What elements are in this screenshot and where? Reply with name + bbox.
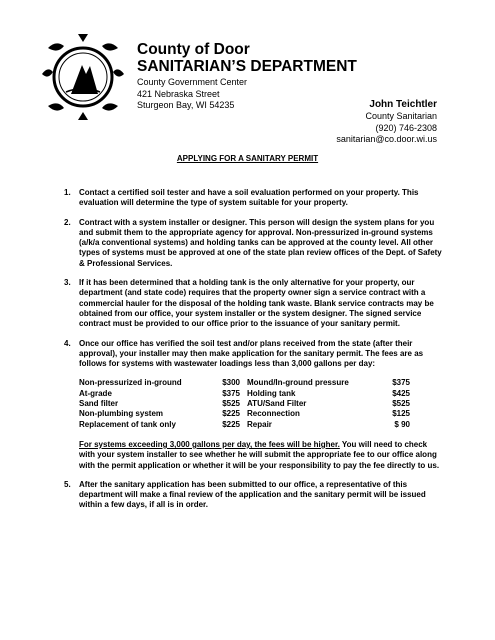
address-line: Sturgeon Bay, WI 54235: [137, 100, 235, 110]
address-line: County Government Center: [137, 77, 248, 87]
document-title: APPLYING FOR A SANITARY PERMIT: [176, 154, 319, 163]
fee-label: Holding tank: [247, 388, 296, 398]
fee-amount: $375: [222, 388, 240, 398]
fee-amount: $525: [392, 399, 410, 409]
fee-amount: $125: [392, 409, 410, 419]
fee-table: [79, 378, 444, 429]
fee-note: [64, 440, 444, 471]
fee-label: Non-plumbing system: [79, 409, 164, 419]
item-number: 1.: [64, 188, 71, 197]
contact-title: County Sanitarian: [365, 111, 437, 121]
fee-label: Replacement of tank only: [79, 419, 176, 429]
fee-amount: $ 90: [394, 419, 410, 429]
list-item: [64, 480, 444, 511]
item-text: After the sanitary application has been submitted to our office, a representative of this department will make a final review of the application and the sanitary permit will be issued within a few days, if all is in order.: [79, 479, 426, 510]
fee-label: Repair: [247, 419, 272, 429]
list-item: [64, 218, 444, 269]
item-text: Once our office has verified the soil test and/or plans received from the state (after their approval), your installer may then make application for the sanitary permit. The fees are as follows for systems with wastewater loadings less than 3,000 gallons per day:: [79, 338, 424, 369]
item-number: 4.: [64, 338, 71, 348]
fee-label: ATU/Sand Filter: [247, 399, 307, 409]
fee-amount: $375: [392, 378, 410, 388]
fee-note-text: You will need to check with your system installer to see whether he will submit the appropriate fee to our office along with the permit application or whether it will be your responsibility to pay the fee directly to us.: [79, 439, 440, 470]
fee-amount: $525: [222, 399, 240, 409]
address-block: [137, 77, 357, 112]
contact-block: [336, 99, 437, 146]
contact-phone: (920) 746-2308: [375, 122, 437, 133]
fee-label: Sand filter: [79, 399, 119, 409]
item-number: 3.: [64, 278, 71, 288]
document-body: [64, 188, 444, 520]
item-text: Contact a certified soil tester and have a soil evaluation performed on your property. This evaluation will determine the type of system suitable for your property.: [79, 188, 419, 208]
fee-label: Reconnection: [247, 409, 300, 419]
county-seal-logo: [38, 30, 128, 120]
fee-amount: $225: [222, 419, 240, 429]
fee-label: At-grade: [79, 388, 112, 398]
contact-name: John Teichtler: [369, 99, 437, 110]
item-number: 2.: [64, 217, 71, 227]
department-header: [137, 41, 357, 112]
item-number: 5.: [64, 479, 71, 489]
address-line: 421 Nebraska Street: [137, 88, 220, 99]
contact-email: sanitarian@co.door.wi.us: [336, 134, 437, 144]
fee-label: Mound/In-ground pressure: [247, 378, 349, 388]
fee-note-underlined: For systems exceeding 3,000 gallons per day, the fees will be higher.: [79, 439, 340, 449]
list-item: [64, 339, 444, 370]
item-text: If it has been determined that a holding tank is the only alternative for your property, our department (and state code) requires that the property owner sign a service contract with a commercial hauler for the disposal of the holding tank waste. Blank service contracts may be obtained from our office, your system installer or the system designer. The signed service contract must be provided to our office prior to the issuance of your sanitary permit.: [79, 278, 434, 329]
list-item: [64, 188, 444, 209]
fee-amount: $425: [392, 388, 410, 398]
fee-label: Non-pressurized in-ground: [79, 378, 182, 388]
item-text: Contract with a system installer or designer. This person will design the system plans for you and submit them to the appropriate agency for approval. Non-pressurized in-ground systems (a/k/a conventional systems) and holding tanks can be approved at the county level. All other types of systems must be approved at one of the state plan review offices of the Dept. of Safety & Professional Services.: [79, 217, 442, 268]
list-item: [64, 278, 444, 329]
department-name: SANITARIAN’S DEPARTMENT: [137, 58, 357, 75]
fee-amount: $300: [222, 378, 240, 388]
fee-amount: $225: [222, 409, 240, 419]
county-name: County of Door: [137, 41, 250, 58]
